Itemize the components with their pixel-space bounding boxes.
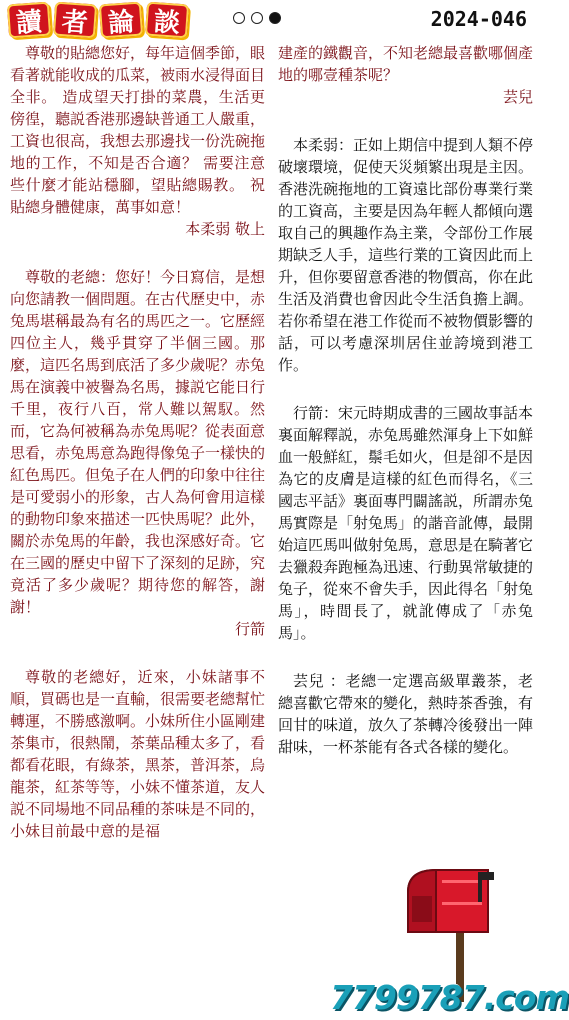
circle-filled-icon bbox=[269, 12, 281, 24]
column-title bbox=[8, 3, 188, 37]
page-header bbox=[0, 0, 545, 40]
reply-benrouruo: 本柔弱：正如上期信中提到人類不停破壞環境，促使天災頻繁出現是主因。香港洗碗拖地的工資遠比部份專業行業的工資高，主要是因為年輕人都傾向選取自己的興趣作為主業，令部份工作展期缺乏人手，這些行業的工資因此而上升，但你要留意香港的物價高，你在此生活及消費也會因此令生活負擔上調。若你希望在港工作從而不被物價影響的話，可以考慮深圳居住並誇境到港工作。 bbox=[278, 136, 534, 374]
letter-benrouruo: 尊敬的貼總您好，每年這個季節，眼看著就能收成的瓜菜，被雨水浸得面目全非。 造成望天打掛的菜農，生活更傍徨，聽説香港那邊缺普通工人嚴重，工資也很高，我想去那邊找一份洗碗拖地的工作，不知是否合適？ 需要注意些什麼才能站穩腳，望貼總賜教。 祝貼總身體健康，萬事如意！ bbox=[10, 44, 266, 216]
circle-outline-icon bbox=[251, 12, 263, 24]
reply-yuner: 芸兒 ：老總一定選高級單叢茶，老總喜歡它帶來的變化，熱時茶香強，有回甘的味道，放久了茶轉冷後發出一陣甜味，一杯茶能有各式各樣的變化。 bbox=[278, 672, 534, 756]
signature: 芸兒 bbox=[502, 88, 533, 106]
circle-outline-icon bbox=[233, 12, 245, 24]
signature: 本柔弱 敬上 bbox=[185, 220, 265, 238]
letter-xingjian: 尊敬的老總：您好！今日寫信，是想向您請教一個問題。在古代歷史中，赤兔馬堪稱最為有名的馬匹之一。它歷經四位主人，幾乎貫穿了半個三國。那麼，這匹名馬到底活了多少歲呢？赤兔馬在演義中被譽為名馬，據説它能日行千里，夜行八百，常人難以駕馭。然而，它為何被稱為赤兔馬呢？從表面意思看，赤兔馬意為跑得像兔子一樣快的紅色馬匹。但兔子在人們的印象中往往是可愛弱小的形象，古人為何會用這樣的動物印象來描述一匹快馬呢？此外，關於赤兔馬的年齡，我也深感好奇。它在三國的歷史中留下了深刻的足跡，究竟活了多少歲呢？期待您的解答，謝謝！ bbox=[10, 268, 266, 616]
title-char: 讀 bbox=[7, 2, 51, 39]
decorative-dots bbox=[233, 12, 281, 24]
title-char: 論 bbox=[99, 2, 143, 39]
letter-yuner: 尊敬的老總好，近來，小妹諸事不順，買碼也是一直輸，很需要老總幫忙轉運，不勝感激啊。小妹所住小區剛建茶集市，很熱鬧，茶葉品種太多了，看都看花眼，有綠茶，黑茶，普洱茶，烏龍茶，紅茶等等，小妹不懂茶道，友人説不同場地不同品種的茶味是不同的，小妹目前最中意的是福 bbox=[10, 668, 266, 840]
reply-xingjian: 行箭：宋元時期成書的三國故事話本裏面解釋説，赤兔馬雖然渾身上下如鮮血一般鮮紅，鬃毛如火，但是卻不是因為它的皮膚是這樣的紅色而得名，《三國志平話》裏面專門闢謠説，所謂赤兔馬實際是「射兔馬」的諧音訛傳，最開始這匹馬叫做射兔馬，意思是在騎著它去獵殺奔跑極為迅速、行動異常敏捷的兔子，從來不會失手，因此得名「射兔馬」，時間長了，就訛傳成了「赤兔馬」。 bbox=[278, 404, 534, 642]
letter-yuner-continued: 建產的鐵觀音，不知老總最喜歡哪個產地的哪壹種茶呢？ bbox=[278, 44, 534, 84]
site-watermark: 7799787.com bbox=[330, 978, 569, 1017]
issue-number: 2024-046 bbox=[430, 7, 527, 31]
reply-yuner-wrap bbox=[278, 670, 533, 758]
right-column bbox=[278, 42, 533, 758]
left-column bbox=[10, 42, 265, 842]
signature: 行箭 bbox=[234, 620, 265, 638]
title-char: 談 bbox=[145, 2, 189, 39]
title-char: 者 bbox=[53, 2, 97, 39]
